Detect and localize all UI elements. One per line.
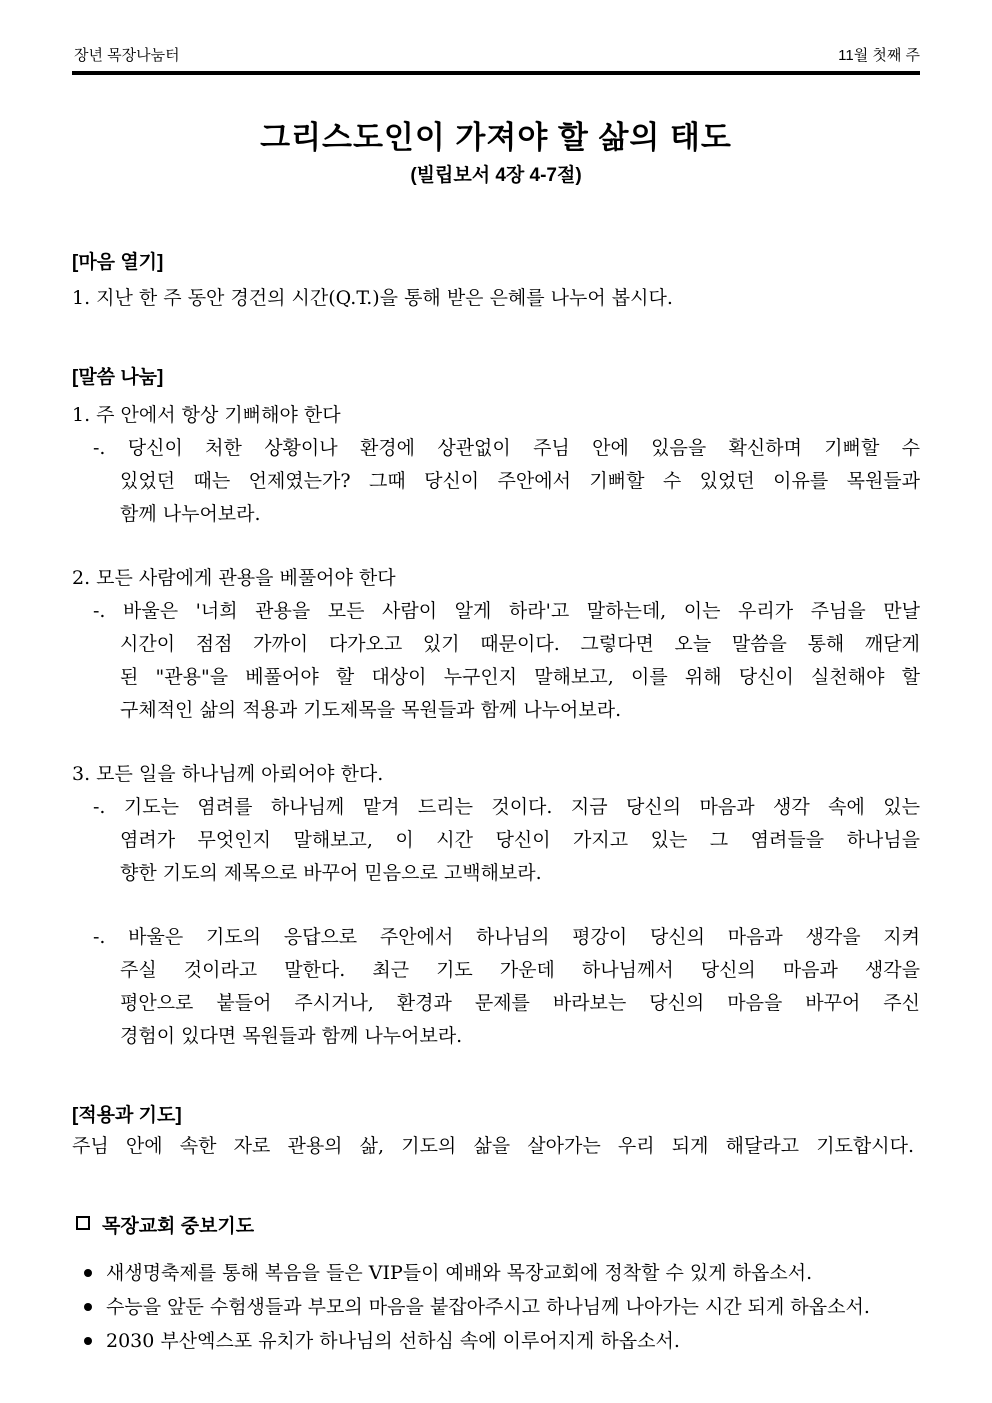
heading-intercession-prayer: 목장교회 중보기도 [102,1216,255,1237]
bullet-icon [84,1269,92,1277]
heading-open-heart: [마음 열기] [72,252,164,273]
heading-application-prayer: [적용과 기도] [72,1105,182,1126]
header-right: 11월 첫째 주 [838,47,920,64]
question-1-line: 함께 나누어보라. [120,503,261,525]
prayer-item: 새생명축제를 통해 복음을 들은 VIP들이 예배와 목장교회에 정착할 수 있게 하옵소서. [106,1262,813,1284]
header-left: 장년 목장나눔터 [74,47,180,64]
page-subtitle: (빌립보서 4장 4-7절) [410,165,582,186]
question-3a-line: 향한 기도의 제목으로 바꾸어 믿음으로 고백해보라. [120,862,542,884]
open-heart-item: 1. 지난 한 주 동안 경건의 시간(Q.T.)을 통해 받은 은혜를 나누어 봅시다. [72,287,673,309]
heading-word-sharing: [말씀 나눔] [72,367,164,388]
header-rule [72,71,920,75]
question-3a-line: -. 기도는 염려를 하나님께 맡겨 드리는 것이다. 지금 당신의 마음과 생각 속에 있는 [93,796,920,818]
question-3b-line: 경험이 있다면 목원들과 함께 나누어보라. [120,1025,463,1047]
question-2-line: -. 바울은 '너희 관용을 모든 사람이 알게 하라'고 말하는데, 이는 우리가 주님을 만날 [93,600,920,622]
prayer-item: 수능을 앞둔 수험생들과 부모의 마음을 붙잡아주시고 하나님께 나아가는 시간 되게 하옵소서. [106,1296,870,1318]
question-3-title: 3. 모든 일을 하나님께 아뢰어야 한다. [72,763,384,785]
application-text: 주님 안에 속한 자로 관용의 삶, 기도의 삶을 살아가는 우리 되게 해달라고 기도합시다. [72,1135,914,1157]
question-3b-line: -. 바울은 기도의 응답으로 주안에서 하나님의 평강이 당신의 마음과 생각을 지켜 [93,926,920,948]
page-title: 그리스도인이 가져야 할 삶의 태도 [260,120,732,155]
question-3b-line: 주실 것이라고 말한다. 최근 기도 가운데 하나님께서 당신의 마음과 생각을 [120,959,920,981]
bullet-icon [84,1337,92,1345]
prayer-item: 2030 부산엑스포 유치가 하나님의 선하심 속에 이루어지게 하옵소서. [106,1330,680,1352]
bullet-icon [84,1303,92,1311]
question-2-line: 된 "관용"을 베풀어야 할 대상이 누구인지 말해보고, 이를 위해 당신이 실천해야 할 [120,666,920,688]
question-3b-line: 평안으로 붙들어 주시거나, 환경과 문제를 바라보는 당신의 마음을 바꾸어 주신 [120,992,920,1014]
question-1-line: 있었던 때는 언제였는가? 그때 당신이 주안에서 기뻐할 수 있었던 이유를 목원들과 [120,470,920,492]
question-3a-line: 염려가 무엇인지 말해보고, 이 시간 당신이 가지고 있는 그 염려들을 하나님을 [120,829,920,851]
question-2-line: 구체적인 삶의 적용과 기도제목을 목원들과 함께 나누어보라. [120,699,622,721]
question-1-line: -. 당신이 처한 상황이나 환경에 상관없이 주님 안에 있음을 확신하며 기뻐할 수 [93,437,920,459]
checkbox-square-icon [76,1216,90,1230]
question-1-title: 1. 주 안에서 항상 기뻐해야 한다 [72,404,341,426]
question-2-line: 시간이 점점 가까이 다가오고 있기 때문이다. 그렇다면 오늘 말씀을 통해 깨닫게 [120,633,920,655]
question-2-title: 2. 모든 사람에게 관용을 베풀어야 한다 [72,567,396,589]
